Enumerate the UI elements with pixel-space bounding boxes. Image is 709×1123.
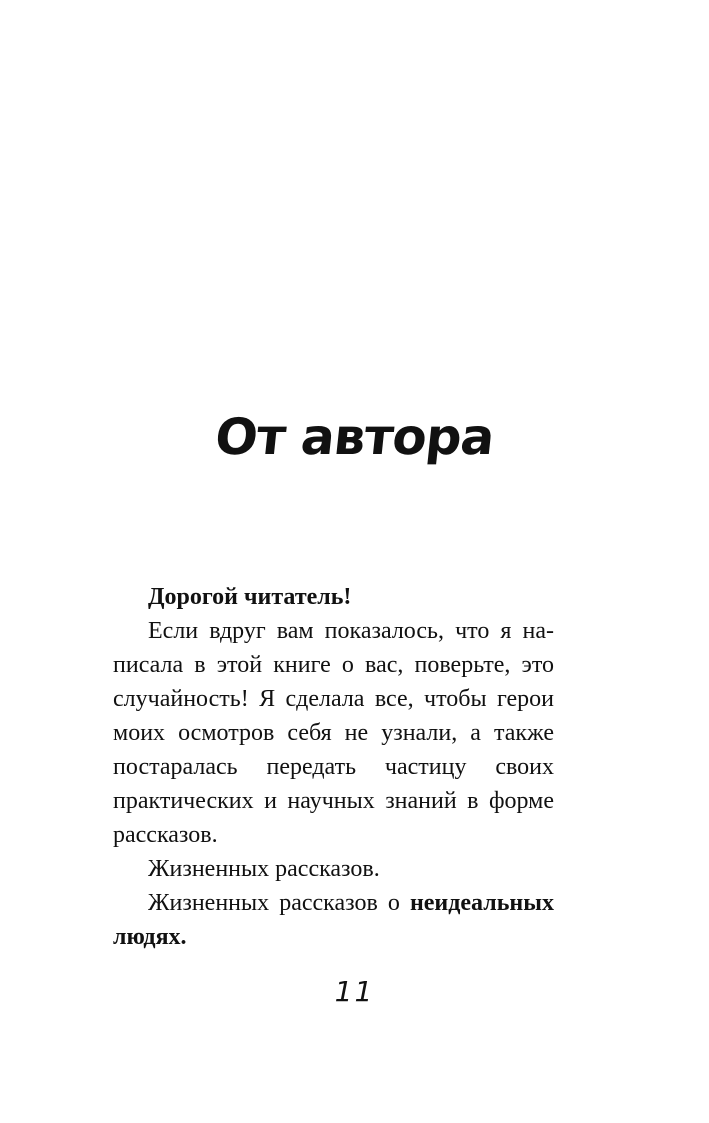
- page-number: 11: [334, 975, 375, 1008]
- paragraph: Если вдруг вам показалось, что я написала в этой книге о вас, поверьте, это случайность! Я сделала все, чтобы герои моих осмотров себя не узнали, а также постаралась передать частицу своих практических и научных знаний в форме рассказов.: [113, 618, 554, 848]
- greeting: Дорогой читатель!: [148, 584, 352, 610]
- paragraph: Жизненных рассказов.: [148, 856, 380, 882]
- emphasis-text: неидеальных людях.: [113, 890, 554, 950]
- paragraph-text: Жизненных рассказов о: [148, 890, 410, 916]
- page-title: От автора: [212, 408, 497, 466]
- paragraph: [113, 886, 554, 954]
- body-text: [113, 580, 554, 954]
